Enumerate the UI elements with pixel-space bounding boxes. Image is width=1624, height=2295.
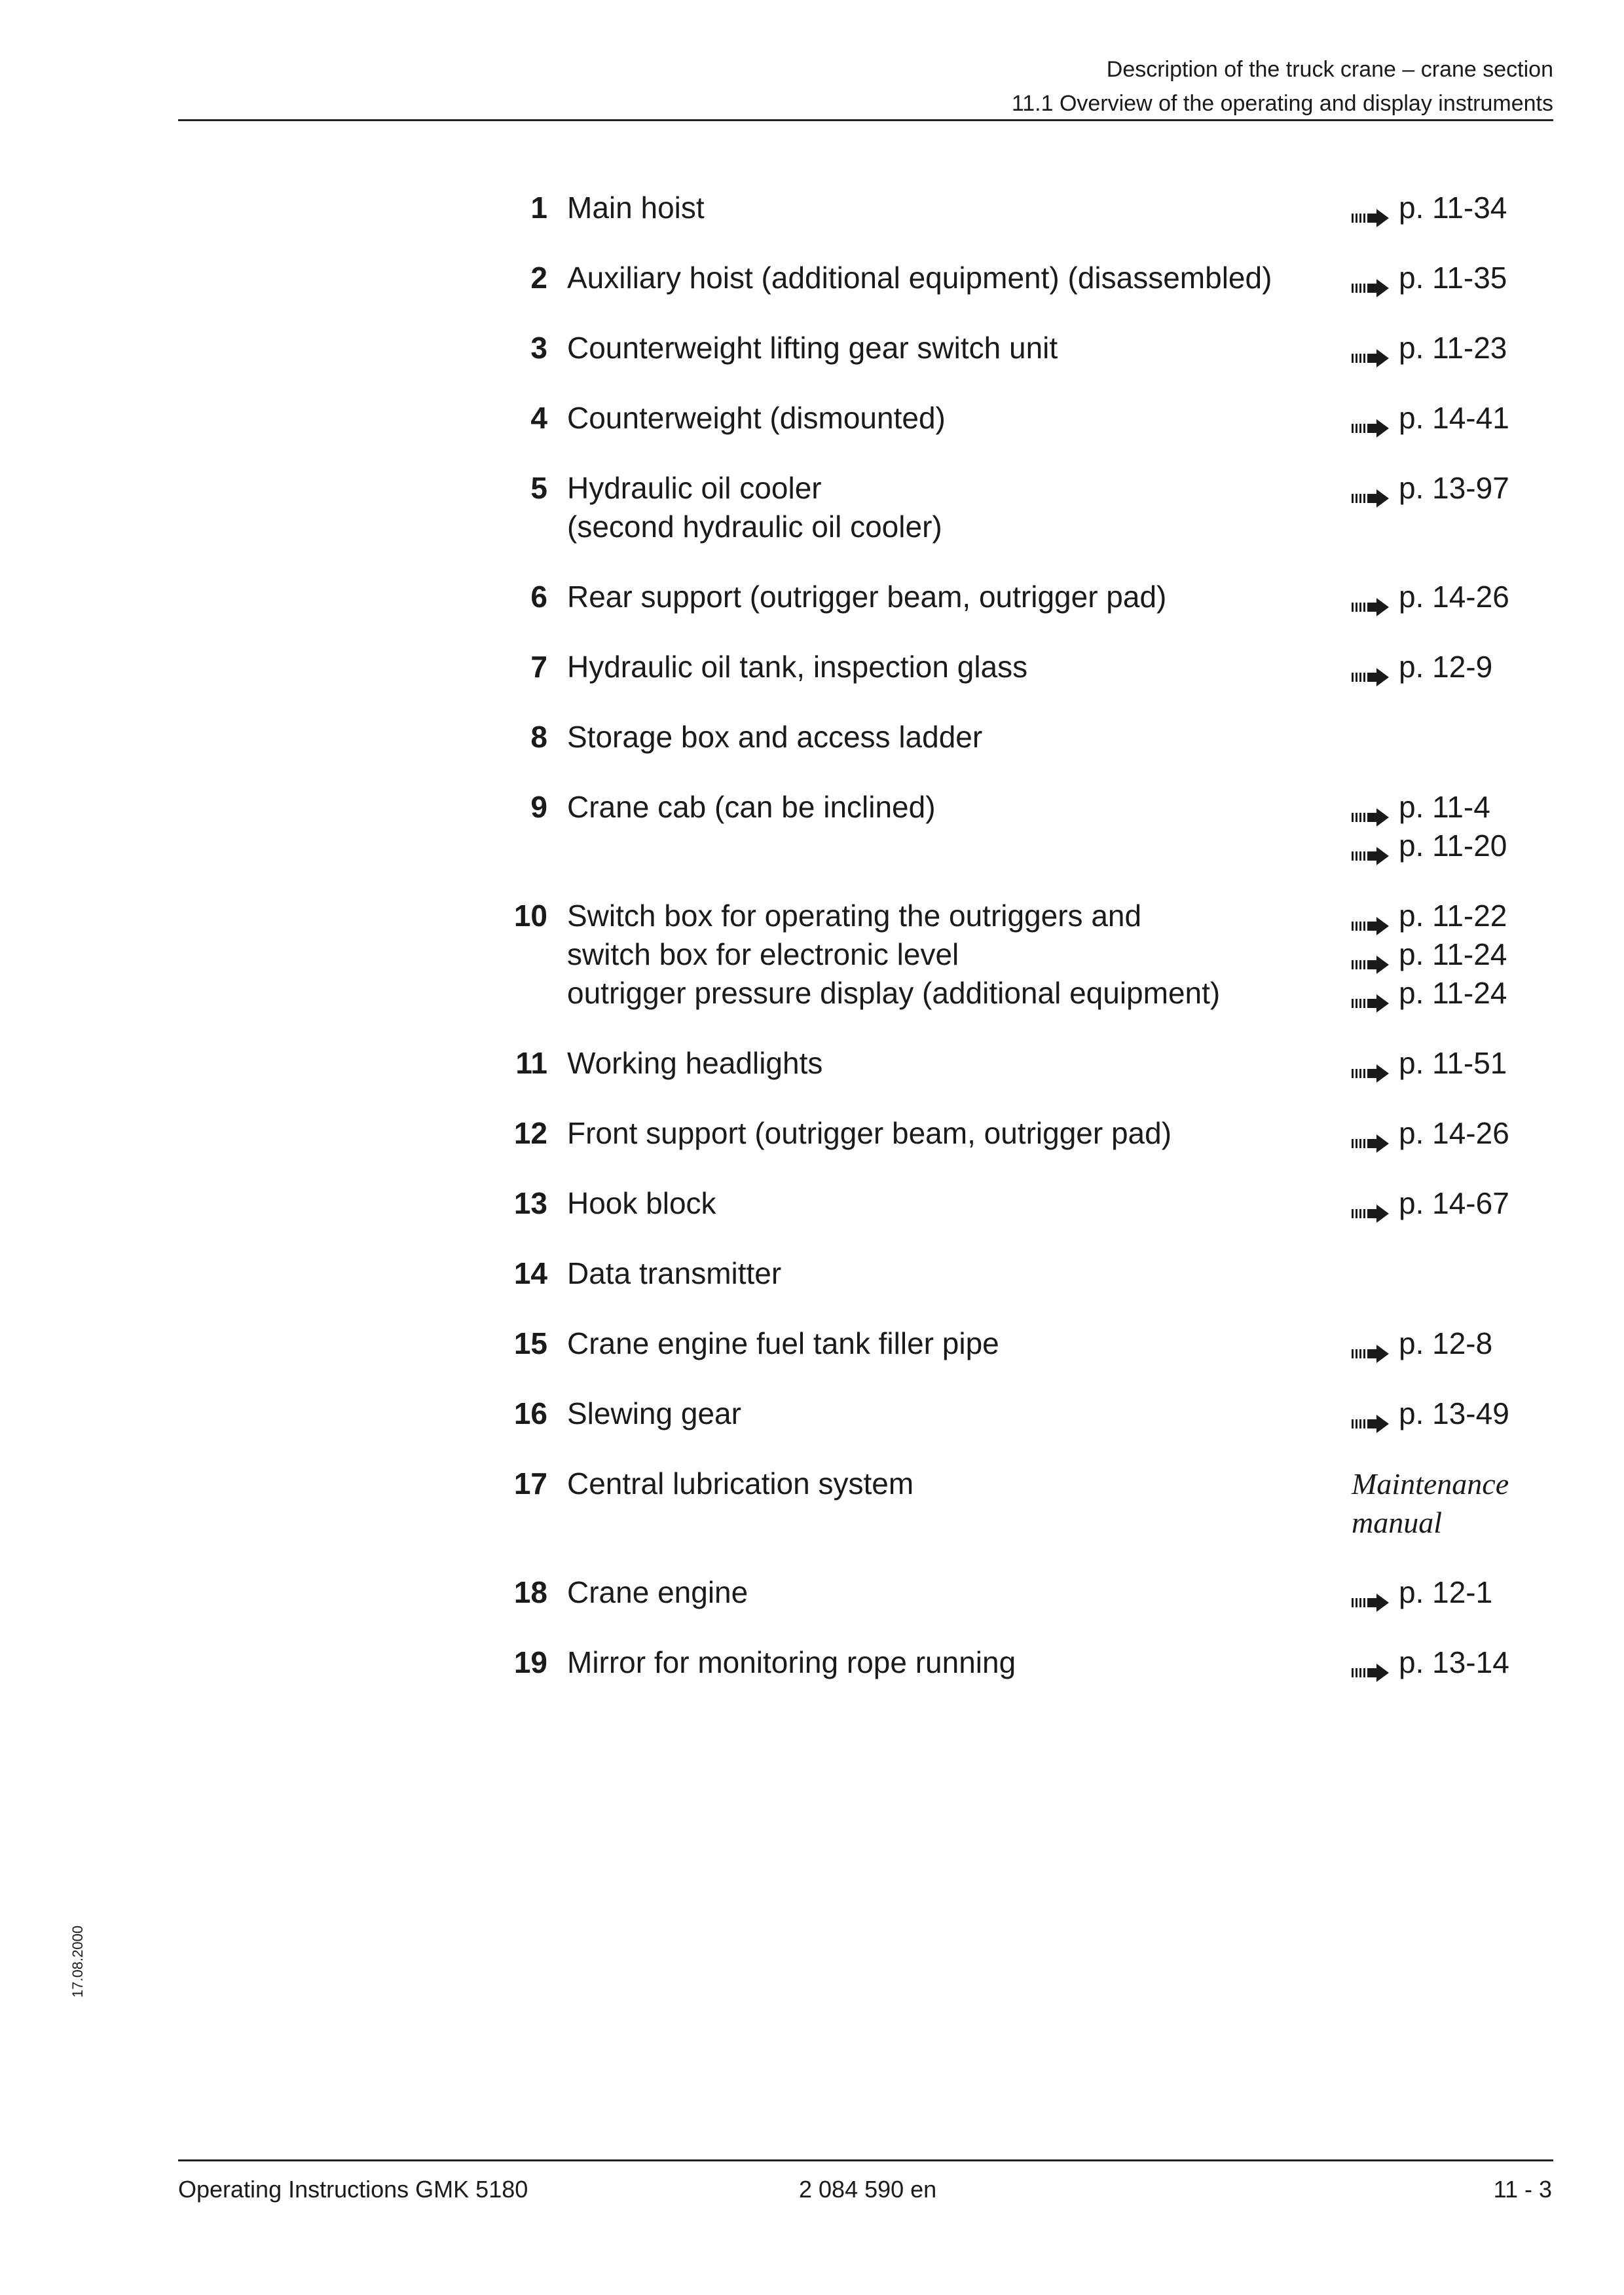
item-references (1352, 1114, 1559, 1153)
item-number: 15 (513, 1326, 547, 1360)
item-references (1352, 788, 1559, 865)
item-description-line: (second hydraulic oil cooler) (567, 510, 942, 544)
list-item (498, 259, 1559, 297)
item-description (567, 648, 1333, 686)
page-reference-text: p. 11-24 (1399, 937, 1507, 971)
footer-document-title: Operating Instructions GMK 5180 (178, 2176, 528, 2203)
item-number: 3 (530, 331, 547, 365)
side-date: 17.08.2000 (69, 1925, 86, 1998)
list-item (498, 1394, 1559, 1433)
item-references (1352, 1643, 1559, 1682)
page-reference-text: p. 14-26 (1399, 1116, 1509, 1150)
page-reference (1352, 259, 1559, 297)
item-description-line: Counterweight (dismounted) (567, 401, 946, 435)
item-references (1352, 648, 1559, 686)
item-references (1352, 1465, 1559, 1542)
reference-arrow-icon (1352, 906, 1390, 926)
item-description-line: Data transmitter (567, 1256, 782, 1290)
page-reference (1352, 1324, 1559, 1363)
item-description (567, 1394, 1333, 1433)
item-description-line: switch box for electronic level (567, 937, 959, 971)
page-reference-text: p. 11-34 (1399, 191, 1507, 225)
item-number: 7 (530, 650, 547, 684)
item-references (1352, 329, 1559, 367)
item-description-line: Auxiliary hoist (additional equipment) (disassembled) (567, 261, 1272, 295)
item-description (567, 329, 1333, 367)
page-reference (1352, 1573, 1559, 1612)
item-number: 19 (513, 1645, 547, 1679)
item-references (1352, 1394, 1559, 1433)
item-number: 18 (513, 1575, 547, 1609)
list-item (498, 1184, 1559, 1223)
item-description-line: Front support (outrigger beam, outrigger pad) (567, 1116, 1172, 1150)
item-description (567, 259, 1333, 297)
item-description-line: Hook block (567, 1186, 716, 1220)
item-description-line: Rear support (outrigger beam, outrigger pad) (567, 580, 1167, 614)
maintenance-manual-note: Maintenance manual (1352, 1467, 1509, 1539)
item-references (1352, 189, 1559, 227)
list-item (498, 718, 1559, 756)
item-references (1352, 1184, 1559, 1223)
list-item (498, 1114, 1559, 1153)
page-reference-text: p. 12-9 (1399, 650, 1493, 684)
reference-arrow-icon (1352, 1334, 1390, 1354)
item-description-line: Counterweight lifting gear switch unit (567, 331, 1058, 365)
page-reference (1352, 578, 1559, 616)
page-reference (1352, 189, 1559, 227)
list-item (498, 788, 1559, 865)
list-item (498, 469, 1559, 546)
item-description-line: Central lubrication system (567, 1466, 914, 1501)
page-reference (1352, 648, 1559, 686)
item-references (1352, 1324, 1559, 1363)
page-reference-text: p. 11-51 (1399, 1046, 1507, 1080)
page-reference (1352, 974, 1559, 1013)
page-reference-text: p. 11-22 (1399, 899, 1507, 933)
item-description-line: Working headlights (567, 1046, 823, 1080)
item-number: 12 (513, 1116, 547, 1150)
page-reference (1352, 1643, 1559, 1682)
page-reference (1352, 1394, 1559, 1433)
page-reference (1352, 897, 1559, 935)
page-reference-text: p. 13-14 (1399, 1645, 1509, 1679)
reference-arrow-icon (1352, 1653, 1390, 1673)
item-description (567, 718, 1333, 756)
item-number: 11 (515, 1046, 547, 1080)
item-description (567, 1044, 1333, 1083)
item-description (567, 578, 1333, 616)
item-description (567, 1184, 1333, 1223)
item-description-line: Main hoist (567, 191, 705, 225)
reference-arrow-icon (1352, 198, 1390, 218)
item-description (567, 469, 1333, 546)
item-references (1352, 469, 1559, 508)
item-number: 14 (513, 1256, 547, 1290)
page-reference (1352, 1044, 1559, 1083)
item-description-line: Storage box and access ladder (567, 720, 983, 754)
item-description (567, 788, 1333, 827)
footer-page-number: 11 - 3 (1493, 2176, 1552, 2203)
item-references (1352, 897, 1559, 1013)
item-description-line: Hydraulic oil tank, inspection glass (567, 650, 1028, 684)
page-reference-text: p. 11-35 (1399, 261, 1507, 295)
item-references (1352, 259, 1559, 297)
page-reference (1352, 1114, 1559, 1153)
item-description (567, 1643, 1333, 1682)
reference-arrow-icon (1352, 409, 1390, 428)
item-description-line: Switch box for operating the outriggers and (567, 899, 1142, 933)
item-description-line: outrigger pressure display (additional equipment) (567, 976, 1221, 1010)
item-number: 17 (513, 1466, 547, 1501)
page-reference-text: p. 11-23 (1399, 331, 1507, 365)
item-references (1352, 399, 1559, 438)
list-item (498, 897, 1559, 1013)
item-references (1352, 578, 1559, 616)
list-item (498, 578, 1559, 616)
reference-arrow-icon (1352, 1054, 1390, 1073)
item-references (1352, 1044, 1559, 1083)
item-description (567, 399, 1333, 438)
page-reference (1352, 1184, 1559, 1223)
header-rule (178, 119, 1553, 121)
page-reference-text: p. 11-24 (1399, 976, 1507, 1010)
reference-arrow-icon (1352, 945, 1390, 965)
reference-arrow-icon (1352, 588, 1390, 607)
item-number: 16 (513, 1396, 547, 1430)
page-reference-text: p. 14-67 (1399, 1186, 1509, 1220)
item-description-line: Slewing gear (567, 1396, 741, 1430)
item-number: 5 (530, 471, 547, 505)
page-reference (1352, 399, 1559, 438)
list-item (498, 329, 1559, 367)
page-reference (1352, 827, 1559, 865)
item-description-line: Hydraulic oil cooler (567, 471, 822, 505)
item-number: 8 (530, 720, 547, 754)
item-description-line: Crane engine fuel tank filler pipe (567, 1326, 999, 1360)
reference-arrow-icon (1352, 1194, 1390, 1214)
list-item (498, 1573, 1559, 1612)
reference-arrow-icon (1352, 339, 1390, 358)
page-reference-text: p. 13-97 (1399, 471, 1509, 505)
item-number: 1 (530, 191, 547, 225)
list-item (498, 1465, 1559, 1542)
reference-arrow-icon (1352, 269, 1390, 288)
item-description (567, 189, 1333, 227)
item-description-line: Crane engine (567, 1575, 748, 1609)
item-number: 13 (513, 1186, 547, 1220)
reference-arrow-icon (1352, 798, 1390, 817)
item-description (567, 1254, 1333, 1293)
page-reference-text: p. 11-20 (1399, 829, 1507, 863)
list-item (498, 1643, 1559, 1682)
footer-rule (178, 2159, 1553, 2161)
page-reference (1352, 469, 1559, 508)
item-description (567, 1114, 1333, 1153)
item-number: 9 (530, 790, 547, 824)
list-item (498, 189, 1559, 227)
list-item (498, 648, 1559, 686)
page-reference (1352, 329, 1559, 367)
page-reference-text: p. 14-41 (1399, 401, 1509, 435)
page-reference-text: p. 12-1 (1399, 1575, 1493, 1609)
page-reference-text: p. 13-49 (1399, 1396, 1509, 1430)
page-reference-text: p. 11-4 (1399, 790, 1490, 824)
item-number: 6 (530, 580, 547, 614)
item-description-line: Crane cab (can be inclined) (567, 790, 936, 824)
item-references (1352, 1573, 1559, 1612)
list-item (498, 1254, 1559, 1293)
footer-document-number: 2 084 590 en (799, 2176, 937, 2203)
reference-arrow-icon (1352, 658, 1390, 677)
page-reference-text: p. 14-26 (1399, 580, 1509, 614)
list-item (498, 1324, 1559, 1363)
header-subsection-title: 11.1 Overview of the operating and display instruments (1011, 91, 1553, 116)
reference-arrow-icon (1352, 1583, 1390, 1603)
page-reference (1352, 788, 1559, 827)
item-description (567, 897, 1333, 1013)
item-description (567, 1573, 1333, 1612)
reference-arrow-icon (1352, 984, 1390, 1003)
item-number: 10 (513, 899, 547, 933)
component-list (498, 189, 1559, 1713)
page-reference-text: p. 12-8 (1399, 1326, 1493, 1360)
item-number: 2 (530, 261, 547, 295)
reference-arrow-icon (1352, 479, 1390, 498)
item-description (567, 1324, 1333, 1363)
item-description (567, 1465, 1333, 1503)
list-item (498, 399, 1559, 438)
header-section-title: Description of the truck crane – crane section (1106, 57, 1553, 82)
item-number: 4 (530, 401, 547, 435)
item-description-line: Mirror for monitoring rope running (567, 1645, 1016, 1679)
reference-arrow-icon (1352, 1404, 1390, 1424)
reference-arrow-icon (1352, 1124, 1390, 1144)
page-reference (1352, 935, 1559, 974)
list-item (498, 1044, 1559, 1083)
reference-arrow-icon (1352, 836, 1390, 856)
page-header (1012, 52, 1553, 121)
